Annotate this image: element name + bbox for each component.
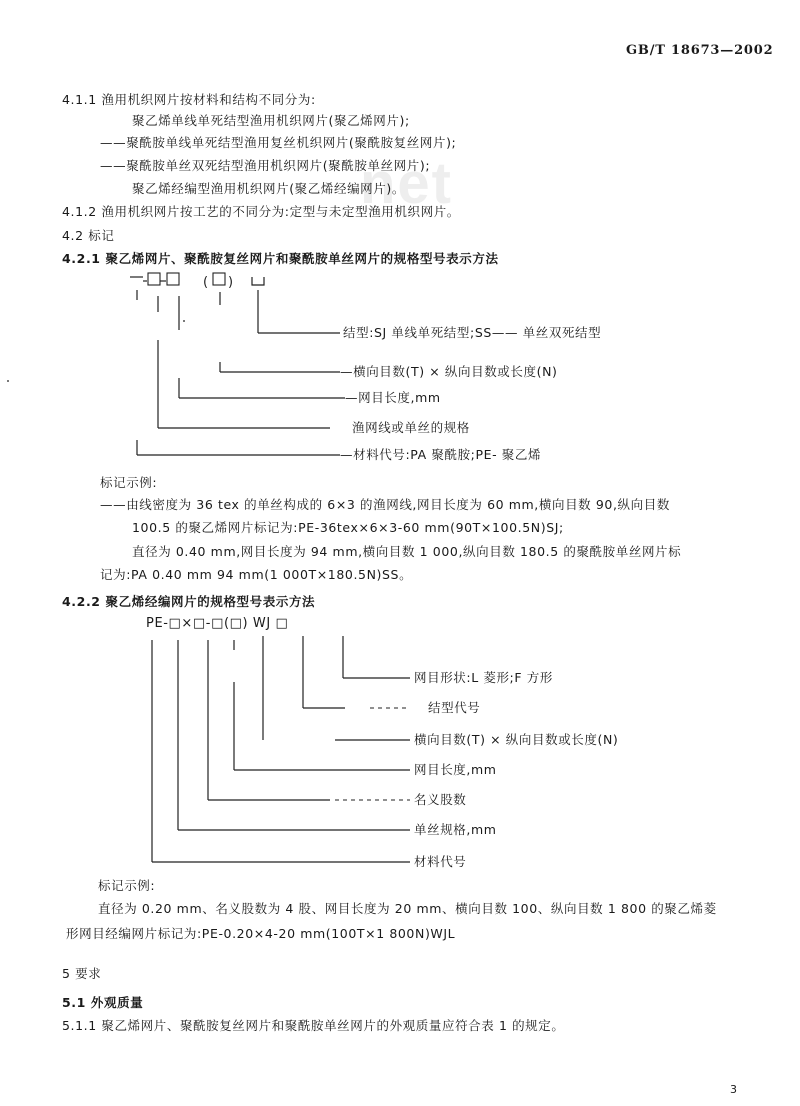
list-item-pe-warp-knitted: 聚乙烯经编型渔用机织网片(聚乙烯经编网片)。 [132, 181, 405, 196]
section-5-heading: 5 要求 [62, 966, 102, 981]
diagram2-label-mesh-length: 网目长度,mm [414, 762, 497, 777]
list-item-pa-multifilament: ——聚酰胺单线单死结型渔用复丝机织网片(聚酰胺复丝网片); [100, 135, 457, 150]
diagram2-label-structure-code: 结型代号 [428, 700, 481, 715]
svg-text:): ) [228, 275, 234, 290]
clause-4-1-2: 4.1.2 渔用机织网片按工艺的不同分为:定型与未定型渔用机织网片。 [62, 204, 460, 219]
clause-4-1-1: 4.1.1 渔用机织网片按材料和结构不同分为: [62, 92, 316, 107]
list-item-pe-netting: 聚乙烯单线单死结型渔用机织网片(聚乙烯网片); [132, 113, 410, 128]
clause-4-2-1-heading: 4.2.1 聚乙烯网片、聚酰胺复丝网片和聚酰胺单丝网片的规格型号表示方法 [62, 251, 499, 266]
watermark: net [360, 151, 453, 216]
diagram2-label-material-code: 材料代号 [414, 854, 467, 869]
clause-4-2-2-heading: 4.2.2 聚乙烯经编网片的规格型号表示方法 [62, 594, 316, 609]
svg-text:(: ( [203, 275, 209, 290]
page-number: 3 [730, 1083, 738, 1096]
diagram1-label-mesh-length: —网目长度,mm [345, 390, 441, 405]
example-1-title: 标记示例: [100, 475, 158, 490]
diagram2-label-monofilament-spec: 单丝规格,mm [414, 822, 497, 837]
diagram1-label-material-code: —材料代号:PA 聚酰胺;PE- 聚乙烯 [340, 447, 542, 462]
example-2-line2: 形网目经编网片标记为:PE-0.20×4-20 mm(100T×1 800N)WJL [66, 926, 456, 941]
diagram2-code-format: PE-□×□-□(□) WJ □ [146, 616, 289, 631]
diagram2-label-ply-count: 名义股数 [414, 792, 467, 807]
section-4-2-heading: 4.2 标记 [62, 228, 115, 243]
example-2-title: 标记示例: [98, 878, 156, 893]
diagram1-label-mesh-count: —横向目数(T) × 纵向目数或长度(N) [340, 364, 558, 379]
clause-5-1-1: 5.1.1 聚乙烯网片、聚酰胺复丝网片和聚酰胺单丝网片的外观质量应符合表 1 的规定。 [62, 1018, 565, 1033]
clause-5-1-heading: 5.1 外观质量 [62, 995, 144, 1010]
diagram1-label-structure: 结型:SJ 单线单死结型;SS—— 单丝双死结型 [343, 325, 602, 340]
standard-code-header: GB/T 18673—2002 [626, 43, 774, 58]
example-1b-line1: 直径为 0.40 mm,网目长度为 94 mm,横向目数 1 000,纵向目数 180.5 的聚酰胺单丝网片标 [132, 544, 682, 559]
example-2-line1: 直径为 0.20 mm、名义股数为 4 股、网目长度为 20 mm、横向目数 100、纵向目数 1 800 的聚乙烯菱 [98, 901, 717, 916]
diagram2-label-mesh-count: 横向目数(T) × 纵向目数或长度(N) [414, 732, 619, 747]
diagram1-label-twine-spec: 渔网线或单丝的规格 [352, 420, 470, 435]
example-1a-line2: 100.5 的聚乙烯网片标记为:PE-36tex×6×3-60 mm(90T×100.5N)SJ; [132, 520, 564, 535]
diagram2-label-mesh-shape: 网目形状:L 菱形;F 方形 [414, 670, 553, 685]
list-item-pa-monofilament: ——聚酰胺单丝双死结型渔用机织网片(聚酰胺单丝网片); [100, 158, 431, 173]
example-1a-line1: ——由线密度为 36 tex 的单丝构成的 6×3 的渔网线,网目长度为 60 mm,横向目数 90,纵向目数 [100, 497, 670, 512]
example-1b-line2: 记为:PA 0.40 mm 94 mm(1 000T×180.5N)SS。 [100, 567, 413, 582]
